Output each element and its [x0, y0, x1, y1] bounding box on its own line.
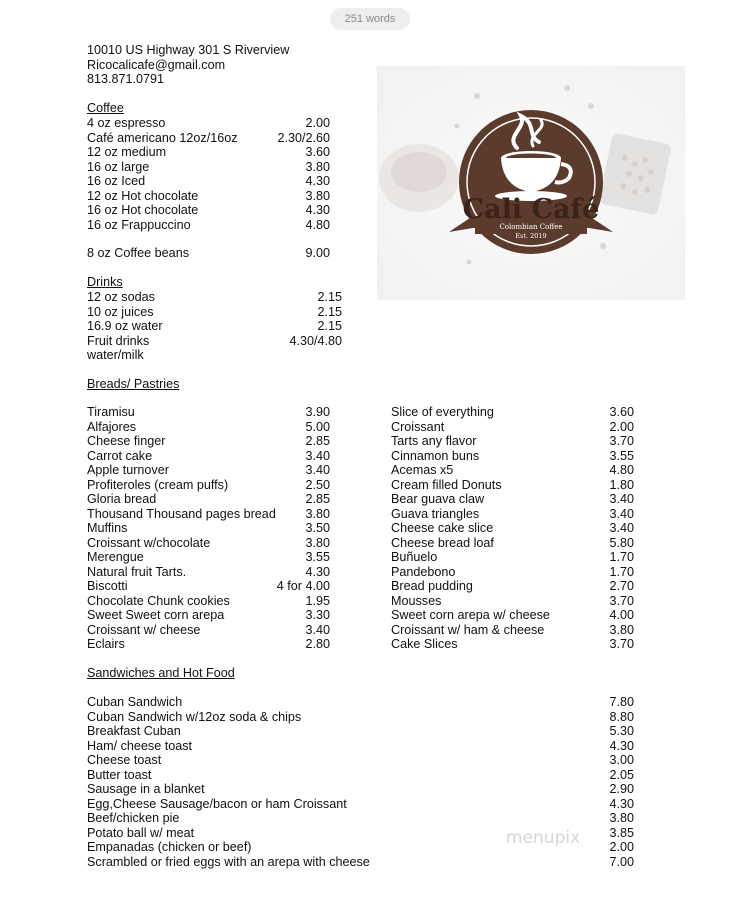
breads-left-item-price: 4 for 4.00 [276, 579, 330, 593]
breads-right-item-price: 5.80 [609, 535, 634, 550]
breads-left-item-name: Gloria bread [87, 492, 157, 506]
drinks-item-price: 4.30/4.80 [289, 333, 342, 348]
drinks-item-name: 16.9 oz water [87, 319, 163, 333]
drinks-item-price: 2.15 [317, 290, 342, 304]
coffee-item-price: 2.00 [305, 116, 330, 130]
breads-left-item-price: 2.80 [305, 637, 330, 651]
sandwiches-item-name: Scrambled or fried eggs with an arepa with cheese [87, 854, 370, 869]
sandwiches-item-price: 2.05 [609, 767, 634, 782]
sandwiches-item-name: Sausage in a blanket [87, 782, 205, 796]
coffee-item-price: 4.80 [305, 217, 330, 232]
breads-right-item-name: Bread pudding [391, 579, 473, 593]
coffee-beans-item-price: 9.00 [305, 246, 330, 260]
breads-right-item-name: Cheese bread loaf [391, 535, 494, 550]
breads-right-item-name: Guava triangles [391, 506, 480, 521]
breads-right-item-price: 4.80 [609, 463, 634, 477]
breads-left-item-name: Alfajores [87, 419, 136, 434]
cafe-logo-image [377, 66, 685, 300]
breads-right-item-price: 1.70 [609, 564, 634, 579]
coffee-item-price: 4.30 [305, 203, 330, 217]
breads-right-item-name: Cream filled Donuts [391, 477, 502, 492]
breads-left-item-name: Cheese finger [87, 434, 166, 448]
breads-left-item-name: Sweet Sweet corn arepa [87, 608, 225, 622]
sandwiches-item-name: Potato ball w/ meat [87, 825, 195, 840]
breads-right-item-price: 2.00 [609, 419, 634, 434]
drinks-item-price: 2.15 [317, 319, 342, 333]
breads-right-item-name: Mousses [391, 593, 442, 608]
word-count-badge[interactable]: 251 words [330, 8, 410, 30]
coffee-item-name: 4 oz espresso [87, 116, 166, 130]
logo-name: Cali Café [462, 194, 600, 225]
phone: 813.871.0791 [87, 72, 165, 86]
coffee-heading: Coffee [87, 101, 124, 115]
logo-established: Est. 2019 [515, 232, 547, 240]
drinks-item-name: water/milk [87, 348, 144, 362]
coffee-item-name: 16 oz large [87, 159, 150, 174]
sandwiches-item-price: 5.30 [609, 724, 634, 738]
breads-right-item-name: Cake Slices [391, 637, 458, 651]
breads-left-item-price: 3.90 [305, 405, 330, 419]
breads-left-item-name: Thousand Thousand pages bread [87, 506, 276, 521]
sandwiches-item-price: 2.90 [609, 782, 634, 796]
breads-left-item-name: Tiramisu [87, 405, 135, 419]
coffee-item-price: 3.80 [305, 159, 330, 174]
breads-left-item-name: Carrot cake [87, 448, 153, 463]
breads-left-item-name: Biscotti [87, 579, 128, 593]
breads-right-item-price: 3.40 [609, 506, 634, 521]
sandwiches-heading: Sandwiches and Hot Food [87, 666, 235, 680]
breads-right-item-name: Croissant [391, 419, 445, 434]
breads-left-item-name: Natural fruit Tarts. [87, 564, 187, 579]
coffee-item-name: 16 oz Frappuccino [87, 217, 191, 232]
breads-right-item-name: Slice of everything [391, 405, 494, 419]
cali-cafe-logo [377, 66, 685, 300]
sandwiches-item-price: 3.85 [609, 825, 634, 840]
breads-heading: Breads/ Pastries [87, 377, 180, 391]
breads-right-item-name: Cinnamon buns [391, 448, 480, 463]
sandwiches-item-price: 7.00 [609, 854, 634, 869]
breads-left-item-price: 3.40 [305, 622, 330, 637]
breads-right-item-price: 3.80 [609, 622, 634, 637]
breads-right-item-price: 4.00 [609, 608, 634, 622]
coffee-beans-item-name: 8 oz Coffee beans [87, 246, 189, 260]
breads-left-item-price: 2.85 [305, 434, 330, 448]
breads-left-item-name: Croissant w/ cheese [87, 622, 201, 637]
sandwiches-item-name: Breakfast Cuban [87, 724, 181, 738]
sandwiches-item-price: 2.00 [609, 840, 634, 854]
breads-right-item-price: 2.70 [609, 579, 634, 593]
sandwiches-item-name: Beef/chicken pie [87, 811, 180, 825]
breads-right-item-name: Buñuelo [391, 550, 438, 564]
breads-left-item-price: 2.50 [305, 477, 330, 492]
sandwiches-item-name: Butter toast [87, 767, 152, 782]
breads-left-item-name: Chocolate Chunk cookies [87, 593, 230, 608]
breads-left-item-name: Profiteroles (cream puffs) [87, 477, 229, 492]
coffee-item-price: 3.60 [305, 145, 330, 159]
drinks-item-name: 12 oz sodas [87, 290, 155, 304]
breads-left-item-name: Croissant w/chocolate [87, 535, 211, 550]
breads-right-item-name: Sweet corn arepa w/ cheese [391, 608, 550, 622]
breads-left-item-name: Eclairs [87, 637, 125, 651]
sandwiches-item-price: 3.00 [609, 753, 634, 767]
breads-right-item-price: 3.40 [609, 521, 634, 535]
breads-right-item-price: 1.70 [609, 550, 634, 564]
breads-right-item-name: Acemas x5 [391, 463, 454, 477]
breads-right-item-name: Cheese cake slice [391, 521, 494, 535]
breads-left-item-price: 3.40 [305, 463, 330, 477]
sandwiches-item-name: Cheese toast [87, 753, 162, 767]
drinks-item-name: 10 oz juices [87, 304, 154, 319]
sandwiches-item-name: Empanadas (chicken or beef) [87, 840, 252, 854]
sandwiches-item-price: 3.80 [609, 811, 634, 825]
logo-tagline: Colombian Coffee [499, 223, 563, 231]
breads-left-item-price: 3.50 [305, 521, 330, 535]
breads-left-item-price: 4.30 [305, 564, 330, 579]
breads-left-item-name: Muffins [87, 521, 128, 535]
breads-left-item-price: 5.00 [305, 419, 330, 434]
sandwiches-item-price: 8.80 [609, 709, 634, 724]
breads-left-item-name: Merengue [87, 550, 144, 564]
breads-left-item-price: 1.95 [305, 593, 330, 608]
breads-right-item-price: 3.70 [609, 593, 634, 608]
sandwiches-item-price: 7.80 [609, 695, 634, 709]
coffee-item-price: 2.30/2.60 [277, 130, 330, 145]
coffee-item-price: 3.80 [305, 188, 330, 203]
coffee-item-name: 16 oz Iced [87, 174, 146, 188]
email: Ricocalicafe@gmail.com [87, 58, 226, 72]
breads-left-item-price: 3.30 [305, 608, 330, 622]
address: 10010 US Highway 301 S Riverview [87, 43, 290, 57]
breads-right-item-name: Croissant w/ ham & cheese [391, 622, 545, 637]
breads-right-item-name: Pandebono [391, 564, 456, 579]
breads-right-item-price: 3.70 [609, 637, 634, 651]
breads-left-item-price: 3.55 [305, 550, 330, 564]
breads-right-item-price: 1.80 [609, 477, 634, 492]
sandwiches-item-name: Cuban Sandwich w/12oz soda & chips [87, 709, 302, 724]
breads-left-item-price: 3.80 [305, 506, 330, 521]
breads-right-item-name: Tarts any flavor [391, 434, 477, 448]
sandwiches-item-price: 4.30 [609, 738, 634, 753]
sandwiches-item-price: 4.30 [609, 796, 634, 811]
sandwiches-item-name: Ham/ cheese toast [87, 738, 192, 753]
drinks-item-price: 2.15 [317, 304, 342, 319]
menupix-watermark: menupix [506, 828, 581, 848]
breads-right-item-price: 3.60 [609, 405, 634, 419]
breads-right-item-price: 3.40 [609, 492, 634, 506]
sandwiches-item-name: Cuban Sandwich [87, 695, 183, 709]
coffee-item-name: 12 oz Hot chocolate [87, 188, 199, 203]
drinks-item-name: Fruit drinks [87, 333, 150, 348]
coffee-item-name: Café americano 12oz/16oz [87, 130, 238, 145]
coffee-item-name: 16 oz Hot chocolate [87, 203, 199, 217]
sandwiches-item-name: Egg,Cheese Sausage/bacon or ham Croissant [87, 796, 347, 811]
coffee-item-name: 12 oz medium [87, 145, 167, 159]
drinks-heading: Drinks [87, 275, 123, 289]
breads-right-item-price: 3.55 [609, 448, 634, 463]
breads-left-item-name: Apple turnover [87, 463, 169, 477]
breads-right-item-price: 3.70 [609, 434, 634, 448]
breads-left-item-price: 2.85 [305, 492, 330, 506]
breads-right-item-name: Bear guava claw [391, 492, 485, 506]
breads-left-item-price: 3.40 [305, 448, 330, 463]
breads-left-item-price: 3.80 [305, 535, 330, 550]
coffee-item-price: 4.30 [305, 174, 330, 188]
